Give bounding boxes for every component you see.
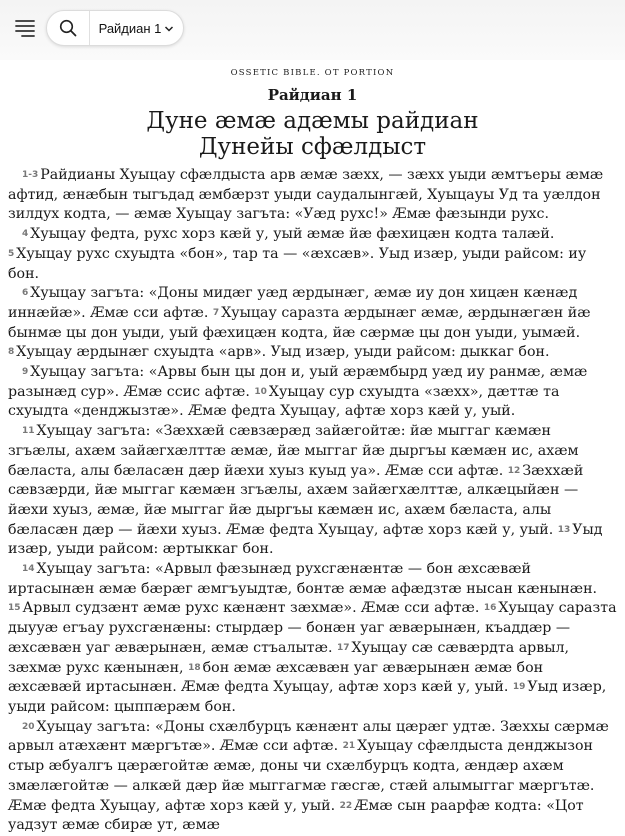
verse-number[interactable]: 12	[507, 465, 521, 476]
paragraph	[8, 284, 617, 363]
verse-text[interactable]: бон æмæ æхсæвæн уаг æвæрынæн æмæ бон æхсæвæй иртасынæн. Æмæ федта Хуыцау, афтæ хорз кæй у, уый.	[8, 659, 544, 696]
verse-text[interactable]: Хуыцау рухс схуыдта «бон», тар та — «æхсæв». Уыд изæр, уыди райсом: иу бон.	[8, 245, 587, 282]
verse-text[interactable]: Хуыцау загъта: «Доны схæлбурцъ кæнæнт алы цæрæг удтæ. Зæххы сæрмæ арвыл атæхæнт мæргътæ». Æмæ сси афтæ.	[8, 718, 609, 755]
verse-number[interactable]: 10	[254, 386, 267, 397]
chapter-selector-button[interactable]	[90, 21, 183, 36]
verse-text[interactable]: Хуыцау загъта: «Зæххæй сæвзæрæд зайæгойтæ: йæ мыггаг кæмæн згъæлы, ахæм зайæгхæлттæ æмæ, йæ мыггаг йæ дыргъы кæмæн ис, ахæм бæласта, алы бæласæн дæр йæхи хуыз куыд уа». Æмæ сси афтæ.	[8, 423, 579, 479]
verse-text[interactable]: Хуыцау сур схуыдта «зæхх», дæттæ та схуыдта «денджызтæ». Æмæ федта Хуыцау, афтæ хорз кæй у, уый.	[8, 383, 560, 420]
section-heading-line2: Дунейы сфæлдыст	[198, 134, 427, 160]
verse-number[interactable]: 8	[8, 347, 15, 358]
paragraph	[8, 225, 617, 284]
verse-text[interactable]: Хуыцау федта, рухс хорз кæй у, уый æмæ йæ фæхицæн кодта талæй.	[30, 226, 555, 243]
verse-number[interactable]: 21	[342, 741, 356, 752]
verse-text[interactable]: Хуыцау загъта: «Арвыл фæзынæд рухсгæнæнтæ — бон æхсæвæй иртасынæн æмæ бæрæг æмгъуыдтæ, бонтæ æмæ афæдзтæ нысан кæнынæн.	[8, 561, 598, 597]
verse-number[interactable]: 19	[512, 682, 526, 693]
top-toolbar	[0, 0, 625, 60]
verse-number[interactable]: 5	[8, 248, 15, 259]
verse-text[interactable]: Райдианы Хуыцау сфæлдыста арв æмæ зæхх, — зæхх уыди æмтъеры æмæ афтид, æнæбын тыгъдад æмбæрзт уыди саудалынгæй, Хуыцауы Уд та уæлдон зилдух кодта, — æмæ Хуыцау загъта: «Уæд рухс!» Æмæ фæзынди рухс.	[8, 167, 604, 223]
verse-number[interactable]: 13	[557, 524, 571, 535]
section-heading	[0, 108, 625, 160]
chapter-selector-label: Райдиан 1	[98, 20, 162, 36]
verse-text[interactable]: Зæххæй сæвзæрди, йæ мыггаг кæмæн згъæлы, ахæм зайæгхæлттæ, алкæцыйæн — йæхи хуыз, æмæ, йæ мыггаг йæ дыргъы кæмæн ис, ахæм бæласта, алы бæласæн дæр — йæхи хуыз. Æмæ федта Хуыцау, афтæ хорз кæй у, уый.	[8, 462, 584, 538]
verse-text[interactable]: Уыд изæр, уыди райсом: цыппæрæм бон.	[8, 679, 607, 715]
verse-text[interactable]: Хуыцау загъта: «Арвы бын цы дон и, уый æрæмбырд уæд иу ранмæ, æмæ разынæд сур». Æмæ ссис афтæ.	[8, 364, 588, 400]
verse-text[interactable]: Хуыцау саразта æрдынæг æмæ, æрдынæгæн йæ бынмæ цы дон уыди, уый фæхицæн кодта, йæ сæрмæ цы дон уыди, уымæй.	[8, 304, 591, 341]
chapter-text	[0, 166, 625, 836]
book-title: OSSETIC BIBLE. OT PORTION	[230, 68, 395, 78]
verse-text[interactable]: Арвыл судзæнт æмæ рухс кæнæнт зæхмæ». Æмæ сси афтæ.	[22, 600, 480, 617]
verse-number[interactable]: 15	[8, 603, 21, 614]
verse-number[interactable]: 1-3	[22, 170, 39, 180]
verse-number[interactable]: 9	[22, 367, 29, 378]
paragraph	[8, 166, 617, 225]
verse-number[interactable]: 7	[212, 307, 220, 318]
paragraph	[8, 363, 617, 422]
search-icon	[59, 19, 77, 37]
verse-number[interactable]: 20	[22, 721, 35, 732]
navigation-pill	[46, 10, 184, 46]
section-heading-line1: Дуне æмæ адæмы райдиан	[146, 108, 479, 134]
search-button[interactable]	[47, 11, 90, 45]
verse-text[interactable]: Æмæ сын раарфæ кодта: «Цот уадзут æмæ сбирæ ут, æмæ	[8, 797, 584, 834]
verse-number[interactable]: 11	[22, 426, 35, 437]
paragraph	[8, 560, 617, 718]
verse-number[interactable]: 22	[339, 800, 353, 811]
verse-text[interactable]: Хуыцау сæ сæвæрдта арвыл, зæхмæ рухс кæнынæн,	[8, 639, 570, 676]
verse-number[interactable]: 14	[22, 564, 35, 575]
chevron-down-icon	[164, 21, 174, 36]
paragraph	[8, 422, 617, 560]
paragraph	[8, 718, 617, 836]
verse-text[interactable]: Хуыцау æрдынæг схуыдта «арв». Уыд изæр, уыди райсом: дыккаг бон.	[16, 344, 550, 361]
chapter-label: Райдиан 1	[267, 86, 358, 104]
menu-icon[interactable]	[14, 16, 36, 40]
verse-number[interactable]: 4	[22, 229, 29, 240]
verse-text[interactable]: Уыд изæр, уыди райсом: æртыккаг бон.	[8, 521, 603, 558]
verse-text[interactable]: Хуыцау саразта дыууæ егъау рухсгæнæны: стырдæр — бонæн уаг æвæрынæн, къаддæр — æхсæвæн уаг æвæрынæн, æмæ стъалытæ.	[8, 600, 617, 656]
verse-number[interactable]: 6	[22, 288, 29, 299]
verse-number[interactable]: 18	[188, 662, 201, 673]
verse-text[interactable]: Хуыцау сфæлдыста денджызон стыр æбуалгъ цæрæгойтæ æмæ, доны чи схæлбурцъ кодта, æндæр ахæм змæлæгойтæ — алкæй дæр йæ мыггагмæ гæсгæ, стæй алымыггаг мæргътæ. Æмæ федта Хуыцау, афтæ хорз кæй у, уый.	[8, 738, 595, 814]
verse-number[interactable]: 17	[336, 642, 350, 653]
reader-content	[0, 62, 625, 836]
verse-text[interactable]: Хуыцау загъта: «Доны мидæг уæд æрдынæг, æмæ иу дон хицæн кæнæд иннæйæ». Æмæ сси афтæ.	[8, 285, 578, 321]
verse-number[interactable]: 16	[483, 603, 497, 614]
